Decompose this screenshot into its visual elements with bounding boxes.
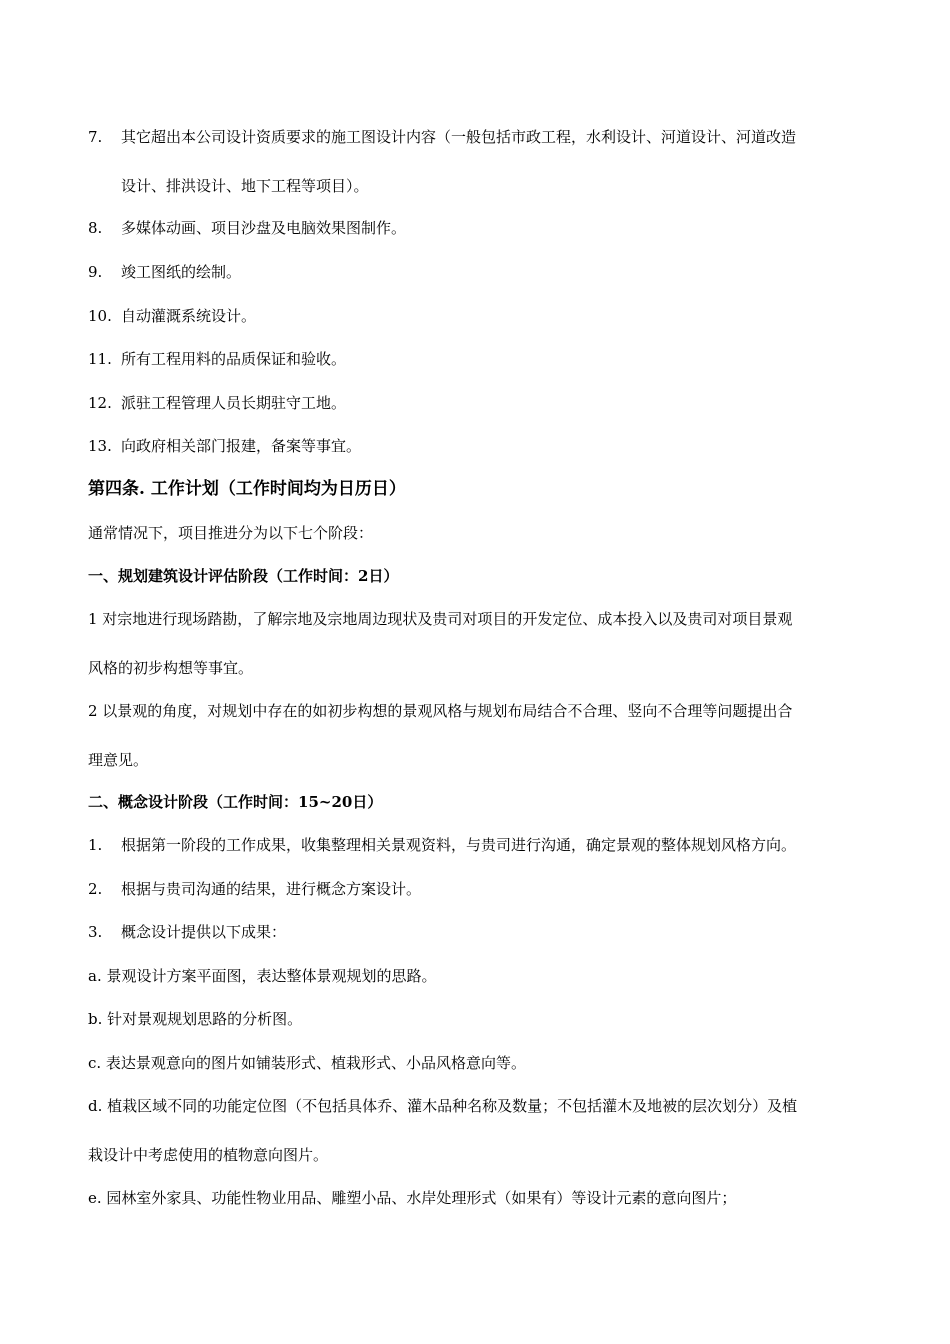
list-item-text: 根据第一阶段的工作成果，收集整理相关景观资料，与贵司进行沟通，确定景观的整体规划风格方向。	[121, 836, 797, 854]
list-item-text: 派驻工程管理人员长期驻守工地。	[121, 394, 347, 412]
list-item-text: 其它超出本公司设计资质要求的施工图设计内容（一般包括市政工程，水利设计、河道设计、河道改造	[121, 128, 797, 146]
list-item-text: 竣工图纸的绘制。	[121, 263, 242, 281]
deliverable-item: b. 针对景观规划思路的分析图。	[88, 1010, 303, 1028]
list-number: 10.	[88, 307, 112, 325]
list-number: 1.	[88, 836, 103, 854]
deliverable-item: d. 植栽区域不同的功能定位图（不包括具体乔、灌木品种名称及数量；不包括灌木及地被的层次划分）及植	[88, 1097, 798, 1115]
deliverable-item: e. 园林室外家具、功能性物业用品、雕塑小品、水岸处理形式（如果有）等设计元素的意向图片；	[88, 1189, 737, 1207]
list-item-text: 所有工程用料的品质保证和验收。	[121, 350, 347, 368]
deliverable-item: c. 表达景观意向的图片如铺装形式、植栽形式、小品风格意向等。	[88, 1054, 526, 1072]
intro-paragraph: 通常情况下，项目推进分为以下七个阶段：	[88, 524, 374, 542]
list-item-text: 向政府相关部门报建，备案等事宜。	[121, 437, 362, 455]
list-number: 7.	[88, 128, 103, 146]
deliverable-item: a. 景观设计方案平面图，表达整体景观规划的思路。	[88, 967, 437, 985]
list-number: 11.	[88, 350, 112, 368]
list-item-text: 多媒体动画、项目沙盘及电脑效果图制作。	[121, 219, 407, 237]
list-item-text: 自动灌溉系统设计。	[121, 307, 257, 325]
deliverable-item: 栽设计中考虑使用的植物意向图片。	[88, 1146, 329, 1164]
paragraph-line: 1 对宗地进行现场踏勘，了解宗地及宗地周边现状及贵司对项目的开发定位、成本投入以及贵司对项目景观	[88, 610, 793, 628]
list-item-text: 概念设计提供以下成果：	[121, 923, 287, 941]
list-number: 13.	[88, 437, 112, 455]
paragraph-line: 风格的初步构想等事宜。	[88, 659, 254, 677]
list-item-text: 根据与贵司沟通的结果，进行概念方案设计。	[121, 880, 422, 898]
list-item-text: 设计、排洪设计、地下工程等项目）。	[121, 177, 369, 195]
list-number: 9.	[88, 263, 103, 281]
list-number: 3.	[88, 923, 103, 941]
stage-heading: 一、规划建筑设计评估阶段（工作时间：2日）	[88, 567, 399, 585]
list-number: 12.	[88, 394, 112, 412]
article-heading: 第四条. 工作计划（工作时间均为日历日）	[88, 479, 406, 499]
list-number: 2.	[88, 880, 103, 898]
paragraph-line: 理意见。	[88, 751, 149, 769]
paragraph-line: 2 以景观的角度，对规划中存在的如初步构想的景观风格与规划布局结合不合理、竖向不合理等问题提出合	[88, 702, 793, 720]
stage-heading: 二、概念设计阶段（工作时间：15~20日）	[88, 793, 383, 811]
list-number: 8.	[88, 219, 103, 237]
